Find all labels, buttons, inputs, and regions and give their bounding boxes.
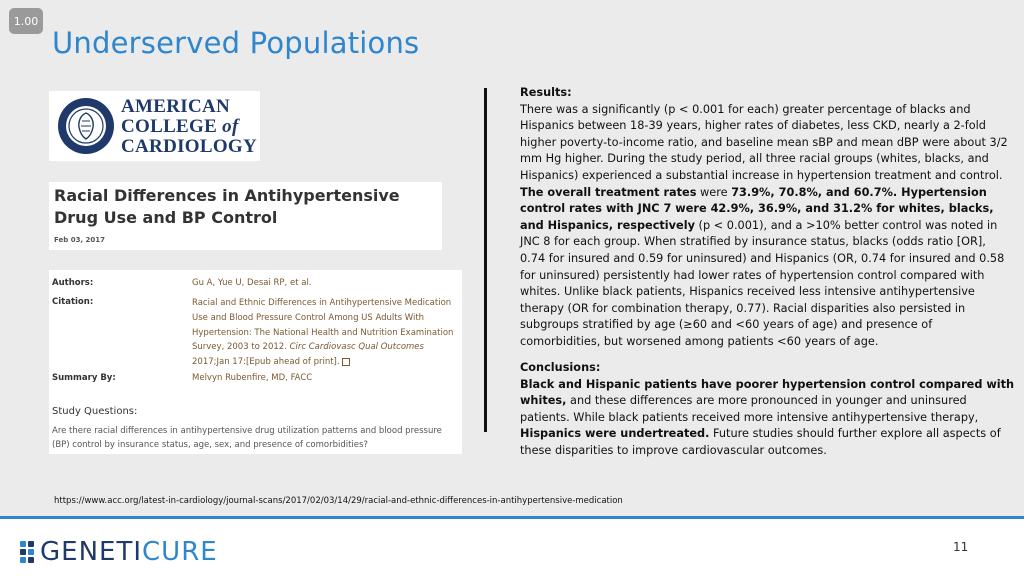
page-number: 11 [953, 540, 969, 554]
acc-logo [49, 91, 260, 161]
article-header-card [49, 182, 442, 250]
acc-wordmark [121, 97, 257, 157]
results-heading: Results: [520, 86, 572, 99]
acc-line-1: AMERICAN [121, 96, 231, 117]
acc-seal-icon [57, 97, 115, 155]
geneticure-logo [20, 537, 218, 567]
geneticure-mark-icon [20, 541, 34, 563]
citation-label: Citation: [52, 297, 94, 307]
conclusions-heading: Conclusions: [520, 361, 601, 374]
divider-bar [484, 88, 487, 432]
acc-line-3: CARDIOLOGY [121, 136, 258, 157]
summary-label: Summary By: [52, 373, 116, 383]
results-body: There was a significantly (p < 0.001 for each) greater percentage of blacks and Hispanics between 18-39 years, higher rates of diabetes, less CKD, nearly a 2-fold higher poverty-to-income ratio, and baseline mean sBP and mean dBP were about 3/2 mm Hg higher. During the study period, all three racial groups (whites, blacks, and Hispanics) experienced a substantial increase in hypertension treatment and control. The overall treatment rates were 73.9%, 70.8%, and 60.7%. Hypertension control rates with JNC 7 were 42.9%, 36.9%, and 31.2% for whites, blacks, and Hispanics, respectively (p < 0.001), and a >10% better control was noted in JNC 8 for each group. When stratified by insurance status, blacks (odds ratio [OR], 0.74 for insured and 0.59 for uninsured) and Hispanics (OR, 0.74 for insured and 0.58 for uninsured) persistently had lower rates of hypertension control compared with whites. Unlike black patients, Hispanics received less intensive antihypertensive therapy (OR for combination therapy, 0.77). Racial disparities also persisted in subgroups stratified by age (≥60 and <60 years of age) and presence of comorbidities, but worsened among patients <60 years of age. [520, 102, 1008, 348]
conclusions-section [520, 360, 1015, 460]
external-link-icon [342, 358, 350, 366]
acc-line-2: COLLEGE of [121, 116, 239, 137]
article-date: Feb 03, 2017 [54, 236, 106, 244]
authors-label: Authors: [52, 278, 94, 288]
zoom-level-badge[interactable]: 1.00 [9, 8, 43, 34]
article-title: Racial Differences in Antihypertensive Drug Use and BP Control [54, 186, 400, 227]
conclusions-body: Black and Hispanic patients have poorer hypertension control compared with whites, and these differences are more pronounced in younger and uninsured patients. While black patients received more intensive antihypertensive therapy, Hispanics were undertreated. Future studies should further explore all aspects of these disparities to improve cardiovascular outcomes. [520, 377, 1015, 457]
study-questions-label: Study Questions: [52, 406, 138, 417]
summary-author-link[interactable]: Melvyn Rubenfire, MD, FACC [192, 373, 313, 383]
article-info-card [49, 270, 462, 454]
slide-title: Underserved Populations [52, 26, 420, 60]
source-url[interactable]: https://www.acc.org/latest-in-cardiology/journal-scans/2017/02/03/14/29/racial-and-ethnic-differences-in-antihypertensive-medication [54, 496, 623, 506]
results-section [520, 85, 1010, 351]
authors-value: Gu A, Yue U, Desai RP, et al. [192, 278, 312, 288]
study-questions-text: Are there racial differences in antihypertensive drug utilization patterns and blood pressure (BP) control by insurance status, age, sex, and presence of comorbidities? [52, 426, 442, 450]
geneticure-wordmark: GENETICURE [40, 537, 218, 567]
citation-link[interactable]: Racial and Ethnic Differences in Antihypertensive Medication Use and Blood Pressure Control Among US Adults With Hypertension: The National Health and Nutrition Examination Survey, 2003 to 2012. Circ Cardiovasc Qual Outcomes 2017;Jan 17:[Epub ahead of print]. [192, 298, 454, 368]
